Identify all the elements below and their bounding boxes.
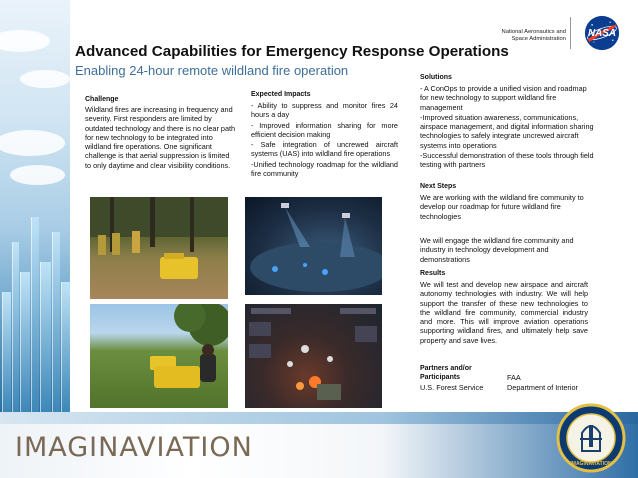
- results-text: We will test and develop new airspace and aircraft autonomy technologies with industry. We will help support the transfer of these new technologies to the wildland fire community, commercial industry and more. This will improve aviation operations supporting wildland fires, and ultimately help save property and save lives.: [420, 280, 588, 345]
- header-divider: [570, 17, 571, 49]
- solutions-list: [420, 84, 596, 171]
- next-steps-para-1: We are working with the wildland fire community to develop our roadmap for future wildland fire technologies: [420, 193, 584, 221]
- impacts-heading: Expected Impacts: [251, 91, 311, 98]
- nasa-logo-icon: [584, 15, 620, 51]
- city-background: [0, 0, 70, 412]
- imaginaviation-seal-icon: [556, 403, 626, 473]
- agency-name: National Aeronautics and Space Administration: [501, 29, 566, 42]
- partner-forest-service: U.S. Forest Service: [420, 383, 484, 392]
- svg-text:NASA: NASA: [588, 28, 616, 40]
- results-heading: Results: [420, 270, 446, 277]
- challenge-heading: Challenge: [85, 96, 119, 103]
- solution-item: -Successful demonstration of these tools through field testing with partners: [420, 151, 594, 170]
- impact-item: - Safe integration of uncrewed aircraft systems (UAS) into wildland fire operations: [251, 140, 398, 159]
- fire-crew-photo: [90, 197, 228, 299]
- solution-item: -Improved situation awareness, communications, airspace management, and digital information sharing technologies to safely integrate uncrewed aircraft systems into operations: [420, 112, 594, 150]
- challenge-text: Wildland fires are increasing in frequency and severity. First responders are limited by outdated technology and there is no clear path for new technology to be integrated into wildland fire operations. One significant challenge is that aerial suppression is limited to only daytime and clear visibility conditions.: [85, 105, 236, 170]
- operations-visualization: [245, 304, 382, 408]
- impact-item: - Improved information sharing for more efficient decision making: [251, 120, 398, 139]
- partner-faa: FAA: [507, 373, 521, 382]
- partner-doi: Department of Interior: [507, 383, 578, 392]
- partners-heading: Partners and/or Participants: [420, 365, 472, 381]
- next-steps-para-2: We will engage the wildland fire community and industry in technology development and demonstrations: [420, 236, 574, 264]
- satellite-visualization: [245, 197, 382, 295]
- page-subtitle: Enabling 24-hour remote wildland fire operation: [75, 63, 349, 78]
- footer-wave: [0, 412, 638, 424]
- page-title: Advanced Capabilities for Emergency Response Operations: [75, 43, 509, 60]
- impacts-list: [251, 101, 398, 179]
- imaginaviation-logo: IMAGINAVIATION: [15, 432, 253, 463]
- field-operator-photo: [90, 304, 228, 408]
- next-steps-heading: Next Steps: [420, 183, 457, 190]
- solutions-heading: Solutions: [420, 74, 452, 81]
- impact-item: - Ability to suppress and monitor fires 24 hours a day: [251, 101, 398, 120]
- impact-item: -Unified technology roadmap for the wildland fire community: [251, 159, 398, 179]
- solution-item: - A ConOps to provide a unified vision and roadmap for new technology to support wildland fire management: [420, 84, 587, 112]
- svg-text:IMAGINAVIATION: IMAGINAVIATION: [570, 461, 612, 467]
